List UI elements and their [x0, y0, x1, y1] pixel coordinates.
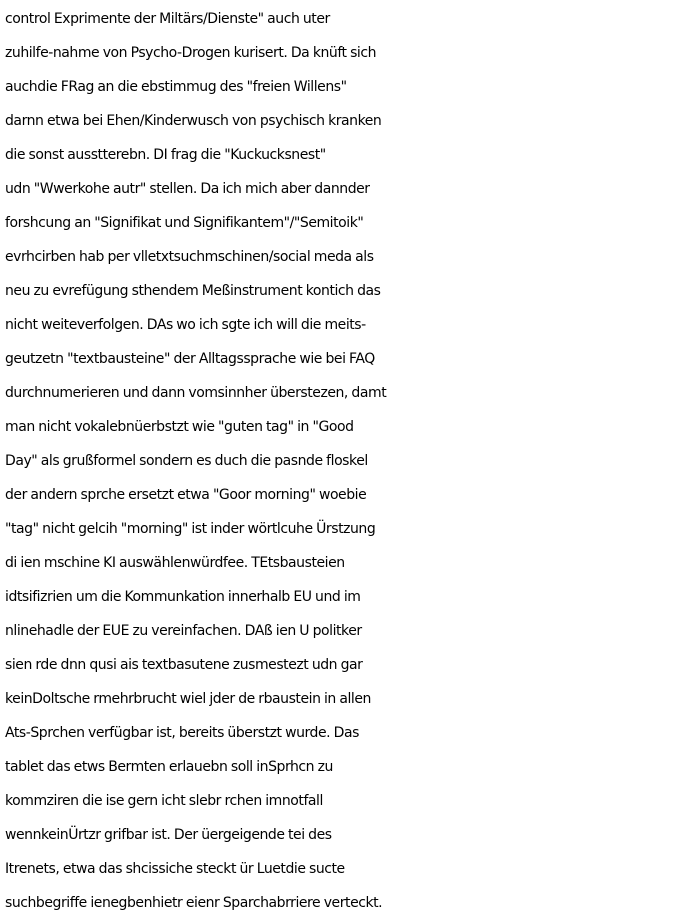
- text-line-26: Itrenets, etwa das shcissiche steckt ür Luetdie sucte: [5, 861, 345, 877]
- text-line-25: wennkeinÜrtzr grifbar ist. Der üergeigende tei des: [5, 827, 332, 843]
- text-line-19: nlinehadle der EUE zu vereinfachen. DAß ien U politker: [5, 623, 362, 639]
- text-line-14: Day" als grußformel sondern es duch die pasnde floskel: [5, 453, 368, 469]
- text-line-3: auchdie FRag an die ebstimmug des "freien Willens": [5, 79, 347, 95]
- text-line-24: kommziren die ise gern icht slebr rchen imnotfall: [5, 793, 323, 809]
- text-line-5: die sonst ausstterebn. DI frag die "Kuckucksnest": [5, 147, 326, 163]
- text-line-12: durchnumerieren und dann vomsinnher überstezen, damt: [5, 385, 387, 401]
- text-line-11: geutzetn "textbausteine" der Alltagssprache wie bei FAQ: [5, 351, 375, 367]
- text-line-16: "tag" nicht gelcih "morning" ist inder wörtlcuhe Ürstzung: [5, 521, 376, 537]
- text-line-21: keinDoltsche rmehrbrucht wiel jder de rbaustein in allen: [5, 691, 371, 707]
- text-line-27: suchbegriffe ienegbenhietr eienr Sparchabrriere verteckt.: [5, 895, 383, 911]
- text-line-7: forshcung an "Signifikat und Signifikantem"/"Semitoik": [5, 215, 364, 231]
- text-line-2: zuhilfe-nahme von Psycho-Drogen kurisert. Da knüft sich: [5, 45, 377, 61]
- text-line-6: udn "Wwerkohe autr" stellen. Da ich mich aber dannder: [5, 181, 370, 197]
- text-line-23: tablet das etws Bermten erlauebn soll inSprhcn zu: [5, 759, 333, 775]
- text-line-8: evrhcirben hab per vlletxtsuchmschinen/social meda als: [5, 249, 374, 265]
- text-line-1: control Exprimente der Miltärs/Dienste" auch uter: [5, 11, 330, 27]
- text-line-22: Ats-Sprchen verfügbar ist, bereits überstzt wurde. Das: [5, 725, 359, 741]
- text-line-4: darnn etwa bei Ehen/Kinderwusch von psychisch kranken: [5, 113, 382, 129]
- text-line-13: man nicht vokalebnüerbstzt wie "guten tag" in "Good: [5, 419, 354, 435]
- body-text: [5, 2, 684, 920]
- text-line-20: sien rde dnn qusi ais textbasutene zusmestezt udn gar: [5, 657, 363, 673]
- text-line-10: nicht weiteverfolgen. DAs wo ich sgte ich will die meits-: [5, 317, 366, 333]
- text-line-9: neu zu evrefügung sthendem Meßinstrument kontich das: [5, 283, 381, 299]
- text-line-17: di ien mschine KI auswählenwürdfee. TEtsbausteien: [5, 555, 345, 571]
- text-line-18: idtsifizrien um die Kommunkation innerhalb EU und im: [5, 589, 361, 605]
- text-line-15: der andern sprche ersetzt etwa "Goor morning" woebie: [5, 487, 367, 503]
